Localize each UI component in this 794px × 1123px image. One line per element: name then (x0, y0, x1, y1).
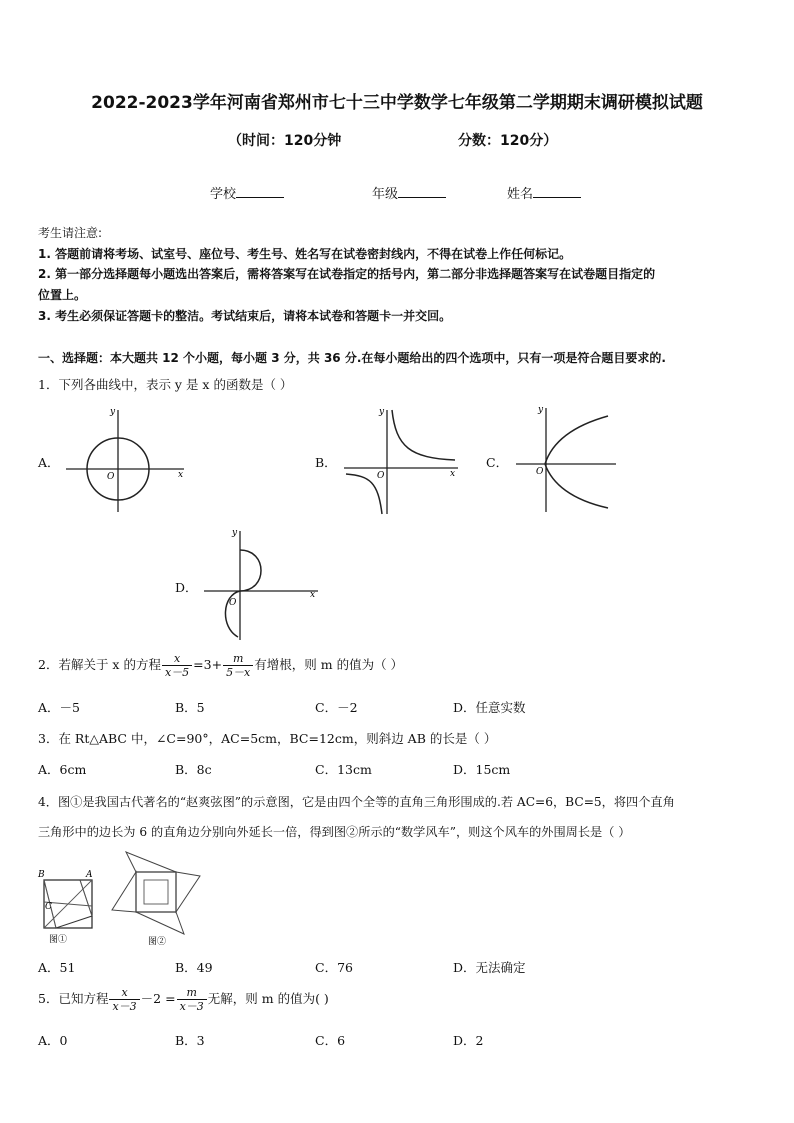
name-blank[interactable] (533, 185, 581, 198)
hyperbola-branch-1 (392, 410, 455, 460)
q5-mid: －2 = (140, 991, 176, 1006)
q1-graph-d (200, 525, 322, 643)
q4-stem-line-2: 三角形中的边长为 6 的直角边分别向外延长一倍，得到图②所示的“数学风车”，则这个风车的外围周长是（ ） (38, 825, 631, 839)
q4-option-a[interactable]: A．51 (38, 960, 76, 975)
q4-figure-1 (36, 866, 98, 946)
windmill-blade-1 (126, 852, 176, 872)
origin-label: O (377, 471, 385, 481)
name-label: 姓名 (507, 187, 534, 202)
q3-stem: 3．在 Rt△ABC 中，∠C=90°，AC=5cm，BC=12cm，则斜边 AB 的长是（ ） (38, 731, 497, 746)
q5-option-b[interactable]: B．3 (175, 1033, 205, 1048)
windmill-blade-2 (176, 872, 200, 912)
origin-label: O (107, 472, 115, 482)
school-blank[interactable] (236, 185, 284, 198)
q2-option-c[interactable]: C．－2 (315, 700, 358, 715)
figure-2-caption: 图② (148, 937, 167, 947)
q1-option-a-label[interactable]: A． (38, 455, 60, 470)
name-field[interactable] (507, 183, 581, 202)
q5-suffix: 无解，则 m 的值为( ) (207, 991, 329, 1006)
exam-time: （时间：120分钟 (228, 133, 342, 149)
school-field[interactable] (210, 183, 284, 202)
q2-mid: =3+ (193, 657, 223, 672)
exam-score: 分数：120分） (458, 133, 558, 149)
q4-option-b[interactable]: B．49 (175, 960, 213, 975)
page-title: 2022-2023学年河南省郑州市七十三中学数学七年级第二学期期末调研模拟试题 (91, 93, 703, 113)
q2-option-b[interactable]: B．5 (175, 700, 205, 715)
origin-label: O (536, 467, 544, 477)
q5-option-c[interactable]: C．6 (315, 1033, 346, 1048)
label-c: C (45, 902, 52, 912)
label-a: A (86, 870, 93, 880)
x-axis-label: x (310, 590, 316, 600)
windmill-blade-4 (112, 872, 136, 912)
q3-option-a[interactable]: A．6cm (38, 762, 87, 777)
q2-fraction-1: $\frac{x}{x-5}$ (162, 652, 192, 679)
q2-stem (38, 652, 403, 679)
grade-label: 年级 (372, 187, 399, 202)
figure-1-caption: 图① (49, 935, 68, 945)
grade-blank[interactable] (398, 185, 446, 198)
center-square (136, 872, 176, 912)
q4-option-d[interactable]: D．无法确定 (453, 960, 526, 975)
q1-stem: 1．下列各曲线中，表示 y 是 x 的函数是（ ） (38, 377, 293, 392)
notice-line-3: 3. 考生必须保证答题卡的整洁。考试结束后，请将本试卷和答题卡一并交回。 (38, 309, 452, 323)
q2-option-a[interactable]: A．－5 (38, 700, 80, 715)
q1-option-d-label[interactable]: D． (175, 580, 198, 595)
notice-line-2a: 2. 第一部分选择题每小题选出答案后，需将答案写在试卷指定的括号内，第二部分非选择题答案写在试卷题目指定的 (38, 267, 656, 281)
y-axis-label: y (110, 407, 116, 417)
curve-upper-loop (240, 550, 261, 591)
q1-option-c-label[interactable]: C． (486, 455, 509, 470)
windmill-blade-3 (136, 912, 184, 934)
q5-prefix: 5．已知方程 (38, 991, 109, 1006)
school-label: 学校 (210, 187, 237, 202)
q1-option-b-label[interactable]: B． (315, 455, 337, 470)
y-axis-label: y (379, 407, 385, 417)
q2-suffix: 有增根，则 m 的值为（ ） (254, 657, 404, 672)
q5-stem (38, 986, 329, 1013)
q2-option-d[interactable]: D．任意实数 (453, 700, 526, 715)
x-axis-label: x (450, 469, 456, 479)
q3-option-d[interactable]: D．15cm (453, 762, 511, 777)
q4-figure-2 (108, 848, 204, 948)
q3-option-c[interactable]: C．13cm (315, 762, 372, 777)
y-axis-label: y (538, 405, 544, 415)
label-b: B (38, 870, 45, 880)
parabola-curve (545, 416, 608, 508)
q5-option-a[interactable]: A．0 (38, 1033, 68, 1048)
notice-line-2b: 位置上。 (38, 288, 87, 302)
section-heading: 一、选择题：本大题共 12 个小题，每小题 3 分，共 36 分.在每小题给出的四个选项中，只有一项是符合题目要求的. (38, 351, 666, 365)
notice-heading: 考生请注意: (38, 226, 103, 240)
q2-fraction-2: $\frac{m}{5-x}$ (223, 652, 253, 679)
q2-prefix: 2．若解关于 x 的方程 (38, 657, 161, 672)
q1-graph-a (62, 400, 190, 515)
x-axis-label: x (178, 470, 184, 480)
q4-stem-line-1: 4．图①是我国古代著名的“赵爽弦图”的示意图，它是由四个全等的直角三角形围成的.若 AC=6，BC=5，将四个直角 (38, 795, 675, 809)
grade-field[interactable] (372, 183, 446, 202)
origin-label: O (229, 598, 237, 608)
y-axis-label: y (232, 528, 238, 538)
q1-graph-c (512, 402, 620, 514)
q5-fraction-1: $\frac{x}{x-3}$ (109, 986, 139, 1013)
q5-fraction-2: $\frac{m}{x-3}$ (177, 986, 207, 1013)
q1-graph-b (340, 402, 460, 517)
q4-option-c[interactable]: C．76 (315, 960, 353, 975)
q3-option-b[interactable]: B．8c (175, 762, 212, 777)
q5-option-d[interactable]: D．2 (453, 1033, 484, 1048)
notice-line-1: 1. 答题前请将考场、试室号、座位号、考生号、姓名写在试卷密封线内，不得在试卷上作任何标记。 (38, 247, 572, 261)
